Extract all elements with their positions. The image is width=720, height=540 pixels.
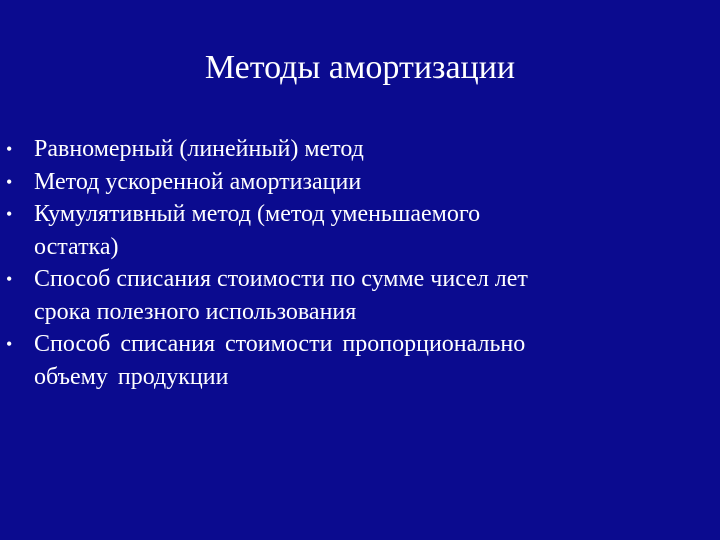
bullet-marker-icon: • — [6, 334, 13, 354]
bullet-item-cumulative-method — [0, 198, 660, 263]
bullet-text-line-2: срока полезного использования — [34, 298, 357, 325]
bullet-text-line-1: Кумулятивный метод (метод уменьшаемого — [34, 201, 481, 227]
bullet-text-line-1: Способ списания стоимости пропорционально — [34, 331, 526, 357]
bullet-text: Метод ускоренной амортизации — [34, 168, 362, 195]
bullet-text-line-2: остатка) — [34, 233, 119, 260]
bullet-text-line-2: объему продукции — [34, 363, 229, 390]
bullet-text: Равномерный (линейный) метод — [34, 136, 364, 162]
bullet-marker-icon: • — [6, 269, 13, 289]
bullet-marker-icon: • — [6, 204, 13, 224]
slide-title: Методы амортизации — [204, 49, 516, 86]
bullet-item-straight-line-method — [0, 133, 660, 166]
bullet-text-line-1: Способ списания стоимости по сумме чисел лет — [34, 266, 528, 292]
bullet-list — [0, 133, 660, 393]
bullet-marker-icon: • — [6, 139, 13, 159]
bullet-item-accelerated-method — [0, 166, 660, 199]
bullet-item-units-of-production-method — [0, 328, 660, 393]
bullet-marker-icon: • — [6, 171, 13, 192]
bullet-item-sum-of-years-method — [0, 263, 660, 328]
